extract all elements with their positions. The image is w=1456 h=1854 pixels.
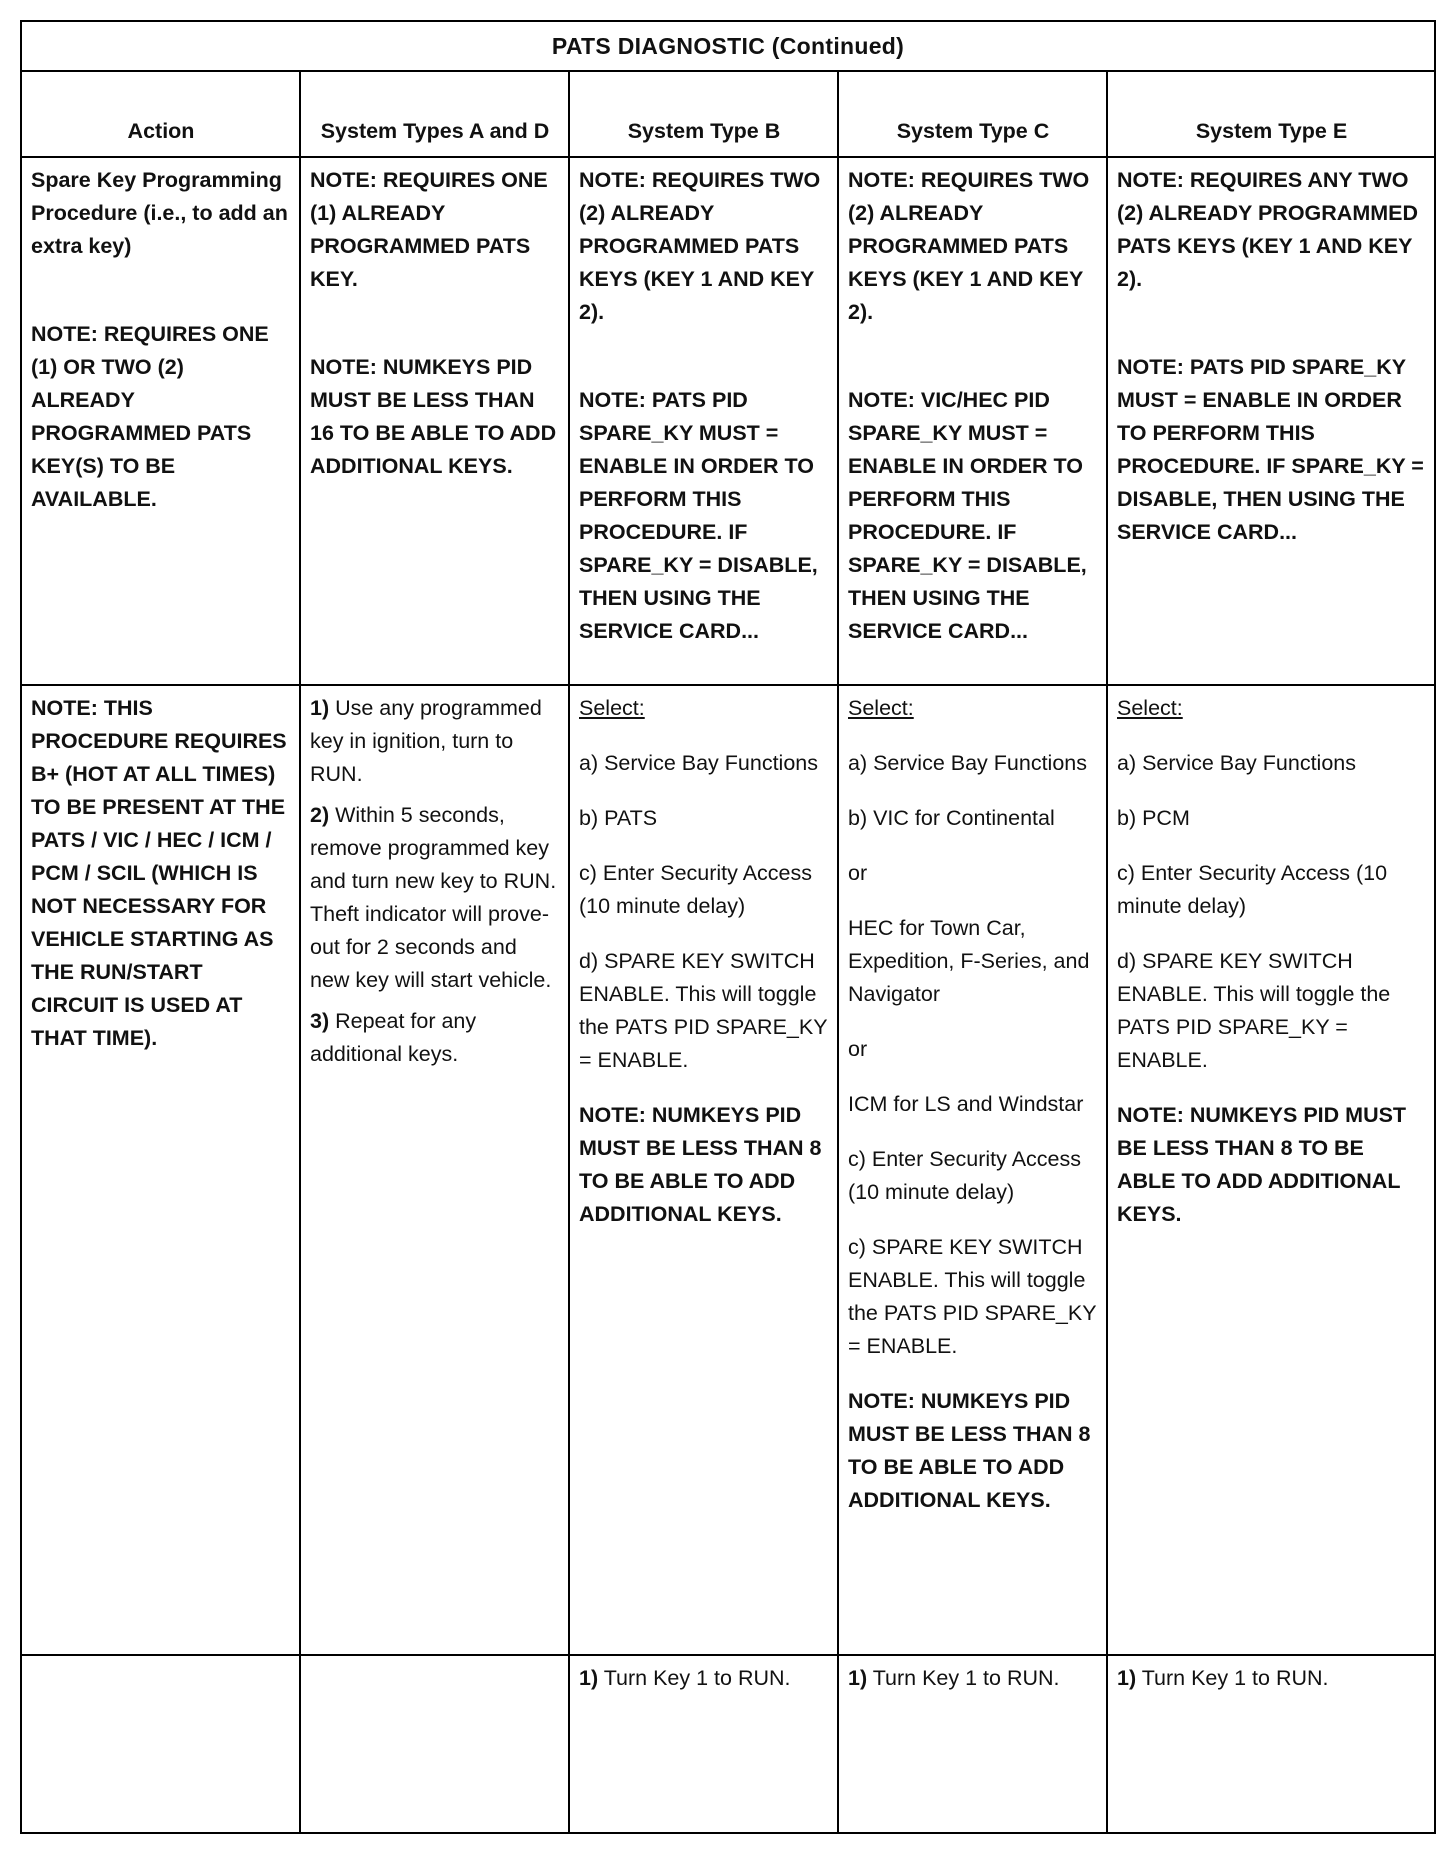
row3-action-cell [22, 1656, 301, 1832]
e-step: b) PCM [1117, 806, 1190, 830]
b-select-label: Select: [579, 696, 645, 720]
header-system-type-b: System Type B [570, 70, 839, 158]
e-turn-key-step: 1) Turn Key 1 to RUN. [1117, 1666, 1329, 1690]
row2-ad-cell [301, 686, 570, 1656]
header-system-type-e: System Type E [1108, 70, 1434, 158]
row2-b-cell [570, 686, 839, 1656]
c-note-requires: NOTE: REQUIRES TWO (2) ALREADY PROGRAMMED PATS KEYS (KEY 1 AND KEY 2). [848, 168, 1090, 324]
c-step: or [848, 1037, 868, 1061]
b-step: c) Enter Security Access (10 minute delay) [579, 861, 812, 918]
b-step: b) PATS [579, 806, 658, 830]
row2-c-cell [839, 686, 1108, 1656]
ad-step: 3) Repeat for any additional keys. [310, 1009, 477, 1066]
b-note-numkeys: NOTE: NUMKEYS PID MUST BE LESS THAN 8 TO BE ABLE TO ADD ADDITIONAL KEYS. [579, 1103, 822, 1226]
header-action: Action [22, 70, 301, 158]
row1-ad-cell [301, 158, 570, 686]
c-step: c) SPARE KEY SWITCH ENABLE. This will toggle the PATS PID SPARE_KY = ENABLE. [848, 1235, 1097, 1358]
ad-note-numkeys: NOTE: NUMKEYS PID MUST BE LESS THAN 16 TO BE ABLE TO ADD ADDITIONAL KEYS. [310, 355, 557, 478]
c-step: ICM for LS and Windstar [848, 1092, 1084, 1116]
e-note-spare-ky: NOTE: PATS PID SPARE_KY MUST = ENABLE IN ORDER TO PERFORM THIS PROCEDURE. IF SPARE_KY = DISABLE, THEN USING THE SERVICE CARD... [1117, 355, 1424, 544]
e-note-numkeys: NOTE: NUMKEYS PID MUST BE LESS THAN 8 TO BE ABLE TO ADD ADDITIONAL KEYS. [1117, 1103, 1407, 1226]
row2-action-cell [22, 686, 301, 1656]
c-turn-key-step: 1) Turn Key 1 to RUN. [848, 1666, 1060, 1690]
b-note-requires: NOTE: REQUIRES TWO (2) ALREADY PROGRAMMED PATS KEYS (KEY 1 AND KEY 2). [579, 168, 821, 324]
table-grid [22, 70, 1434, 1832]
header-system-types-a-d: System Types A and D [301, 70, 570, 158]
c-note-spare-ky: NOTE: VIC/HEC PID SPARE_KY MUST = ENABLE IN ORDER TO PERFORM THIS PROCEDURE. IF SPARE_KY = DISABLE, THEN USING THE SERVICE CARD... [848, 388, 1087, 643]
row1-e-cell [1108, 158, 1434, 686]
c-step: HEC for Town Car, Expedition, F-Series, and Navigator [848, 916, 1090, 1006]
b-note-spare-ky: NOTE: PATS PID SPARE_KY MUST = ENABLE IN ORDER TO PERFORM THIS PROCEDURE. IF SPARE_KY = DISABLE, THEN USING THE SERVICE CARD... [579, 388, 818, 643]
c-select-label: Select: [848, 696, 914, 720]
row1-c-cell [839, 158, 1108, 686]
action-note-b-plus: NOTE: THIS PROCEDURE REQUIRES B+ (HOT AT ALL TIMES) TO BE PRESENT AT THE PATS / VIC / HEC / ICM / PCM / SCIL (WHICH IS NOT NECESSARY FOR VEHICLE STARTING AS THE RUN/START CIRCUIT IS USED AT THAT TIME). [31, 696, 287, 1050]
c-step: c) Enter Security Access (10 minute delay) [848, 1147, 1081, 1204]
row1-b-cell [570, 158, 839, 686]
c-step: a) Service Bay Functions [848, 751, 1087, 775]
b-step: d) SPARE KEY SWITCH ENABLE. This will toggle the PATS PID SPARE_KY = ENABLE. [579, 949, 828, 1072]
e-step: d) SPARE KEY SWITCH ENABLE. This will toggle the PATS PID SPARE_KY = ENABLE. [1117, 949, 1391, 1072]
e-step: c) Enter Security Access (10 minute delay) [1117, 861, 1388, 918]
c-note-numkeys: NOTE: NUMKEYS PID MUST BE LESS THAN 8 TO BE ABLE TO ADD ADDITIONAL KEYS. [848, 1389, 1091, 1512]
table-title: PATS DIAGNOSTIC (Continued) [22, 22, 1434, 72]
c-step: b) VIC for Continental [848, 806, 1055, 830]
row3-ad-cell [301, 1656, 570, 1832]
action-title: Spare Key Programming Procedure (i.e., to add an extra key) [31, 168, 288, 258]
ad-step: 1) Use any programmed key in ignition, turn to RUN. [310, 696, 542, 786]
action-note-requires-keys: NOTE: REQUIRES ONE (1) OR TWO (2) ALREADY PROGRAMMED PATS KEY(S) TO BE AVAILABLE. [31, 322, 269, 511]
b-step: a) Service Bay Functions [579, 751, 818, 775]
ad-step: 2) Within 5 seconds, remove programmed key and turn new key to RUN. Theft indicator will prove-out for 2 seconds and new key will start vehicle. [310, 803, 557, 992]
b-turn-key-step: 1) Turn Key 1 to RUN. [579, 1666, 791, 1690]
pats-diagnostic-table [20, 20, 1436, 1834]
row3-b-cell [570, 1656, 839, 1832]
e-select-label: Select: [1117, 696, 1183, 720]
c-step: or [848, 861, 868, 885]
header-system-type-c: System Type C [839, 70, 1108, 158]
e-note-requires: NOTE: REQUIRES ANY TWO (2) ALREADY PROGRAMMED PATS KEYS (KEY 1 AND KEY 2). [1117, 168, 1419, 291]
row3-c-cell [839, 1656, 1108, 1832]
row2-e-cell [1108, 686, 1434, 1656]
row3-e-cell [1108, 1656, 1434, 1832]
ad-note-requires: NOTE: REQUIRES ONE (1) ALREADY PROGRAMMED PATS KEY. [310, 168, 548, 291]
e-step: a) Service Bay Functions [1117, 751, 1356, 775]
row1-action-cell [22, 158, 301, 686]
